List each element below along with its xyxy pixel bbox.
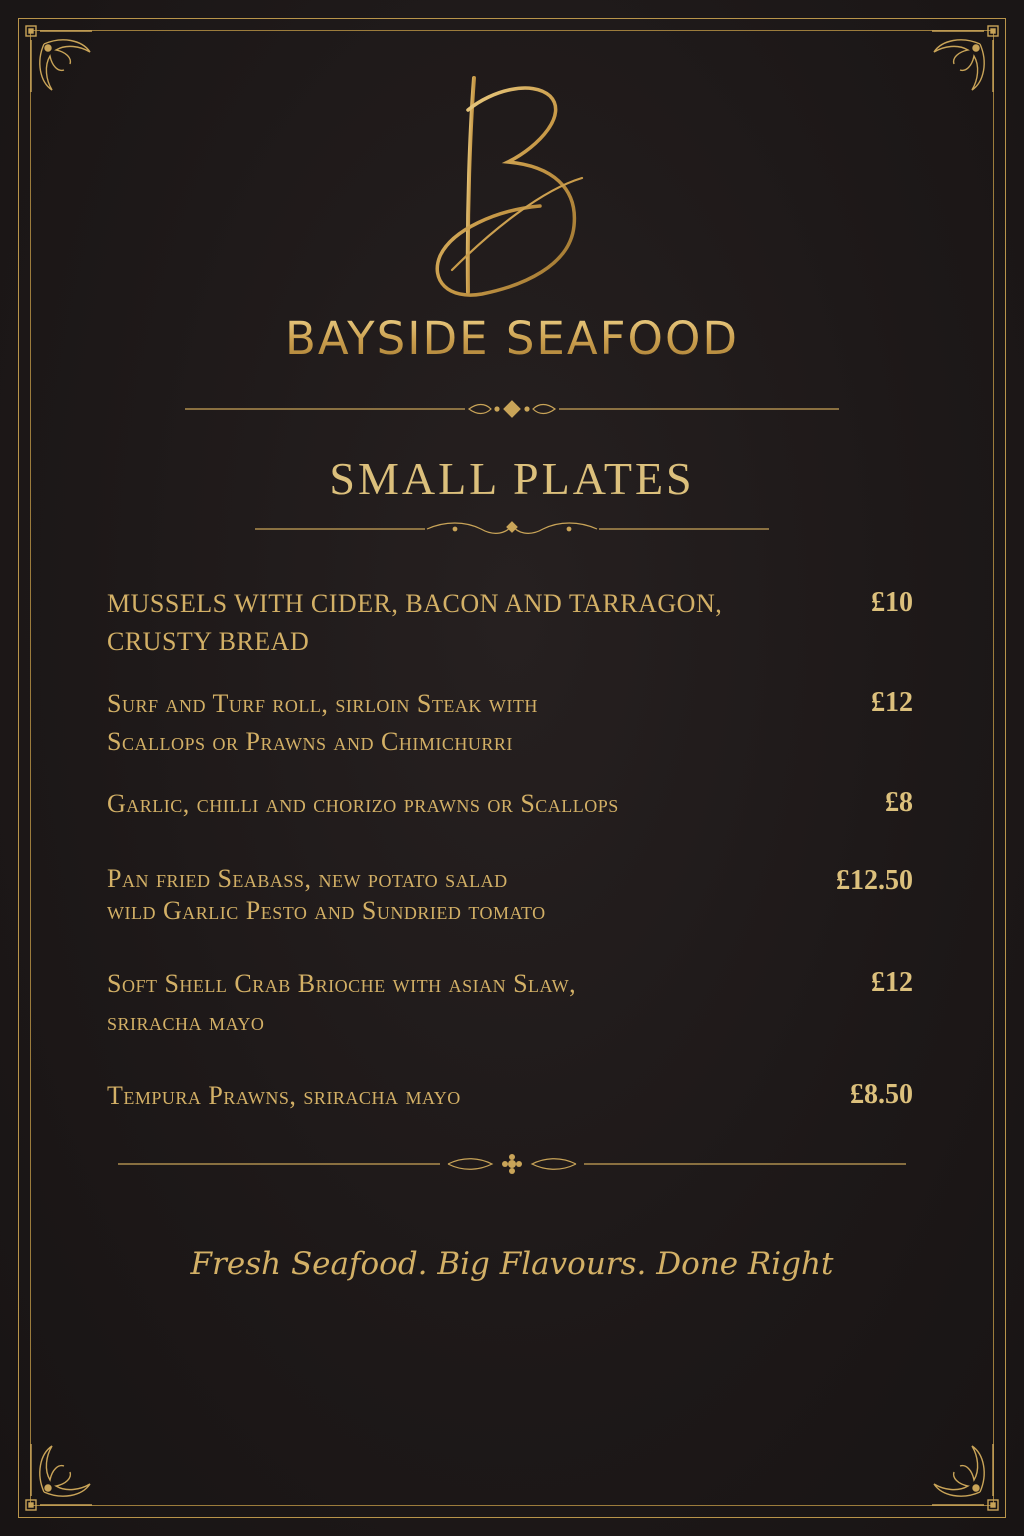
corner-flourish-icon xyxy=(22,22,102,102)
menu-item-name xyxy=(107,785,797,823)
menu-item-name xyxy=(107,585,797,661)
menu-item-line1: Soft Shell Crab Brioche with asian Slaw, xyxy=(107,969,577,998)
menu-item xyxy=(107,685,913,761)
menu-item-price: £10 xyxy=(871,587,913,618)
menu-item-name xyxy=(107,685,797,761)
menu-item xyxy=(107,863,913,927)
scroll-divider-icon xyxy=(255,519,769,539)
tagline: Fresh Seafood. Big Flavours. Done Right xyxy=(190,1246,834,1282)
menu-item-price: £12.50 xyxy=(836,865,913,896)
menu-item xyxy=(107,1077,913,1115)
scroll-divider-icon xyxy=(185,399,839,419)
corner-flourish-icon xyxy=(22,1434,102,1514)
menu-item xyxy=(107,785,913,823)
corner-flourish-icon xyxy=(922,1434,1002,1514)
menu-item-name xyxy=(107,965,797,1041)
menu-item-price: £8 xyxy=(885,787,913,818)
menu-item-line2: sriracha mayo xyxy=(107,1007,265,1036)
menu-item-line1: Surf and Turf roll, sirloin Steak with xyxy=(107,689,538,718)
scroll-divider-icon xyxy=(118,1154,906,1174)
menu-item-line2: wild Garlic Pesto and Sundried tomato xyxy=(107,896,546,925)
menu-item-name xyxy=(107,1077,797,1115)
menu-item-line2: Scallops or Prawns and Chimichurri xyxy=(107,727,513,756)
b-monogram-logo xyxy=(412,70,612,310)
menu-item-line2: CRUSTY BREAD xyxy=(107,627,310,656)
menu-item-line1: MUSSELS WITH CIDER, BACON AND TARRAGON, xyxy=(107,589,723,618)
restaurant-name: BAYSIDE SEAFOOD xyxy=(0,312,1024,365)
menu-item xyxy=(107,965,913,1041)
menu-item xyxy=(107,585,913,661)
menu-item-line1: Pan fried Seabass, new potato salad xyxy=(107,864,508,893)
corner-flourish-icon xyxy=(922,22,1002,102)
menu-item-name xyxy=(107,863,797,927)
menu-item-price: £12 xyxy=(871,967,913,998)
section-title: SMALL PLATES xyxy=(329,453,695,504)
menu-item-line1: Garlic, chilli and chorizo prawns or Scallops xyxy=(107,789,619,818)
menu-item-price: £8.50 xyxy=(850,1079,913,1110)
menu-item-price: £12 xyxy=(871,687,913,718)
menu-item-line1: Tempura Prawns, sriracha mayo xyxy=(107,1081,461,1110)
